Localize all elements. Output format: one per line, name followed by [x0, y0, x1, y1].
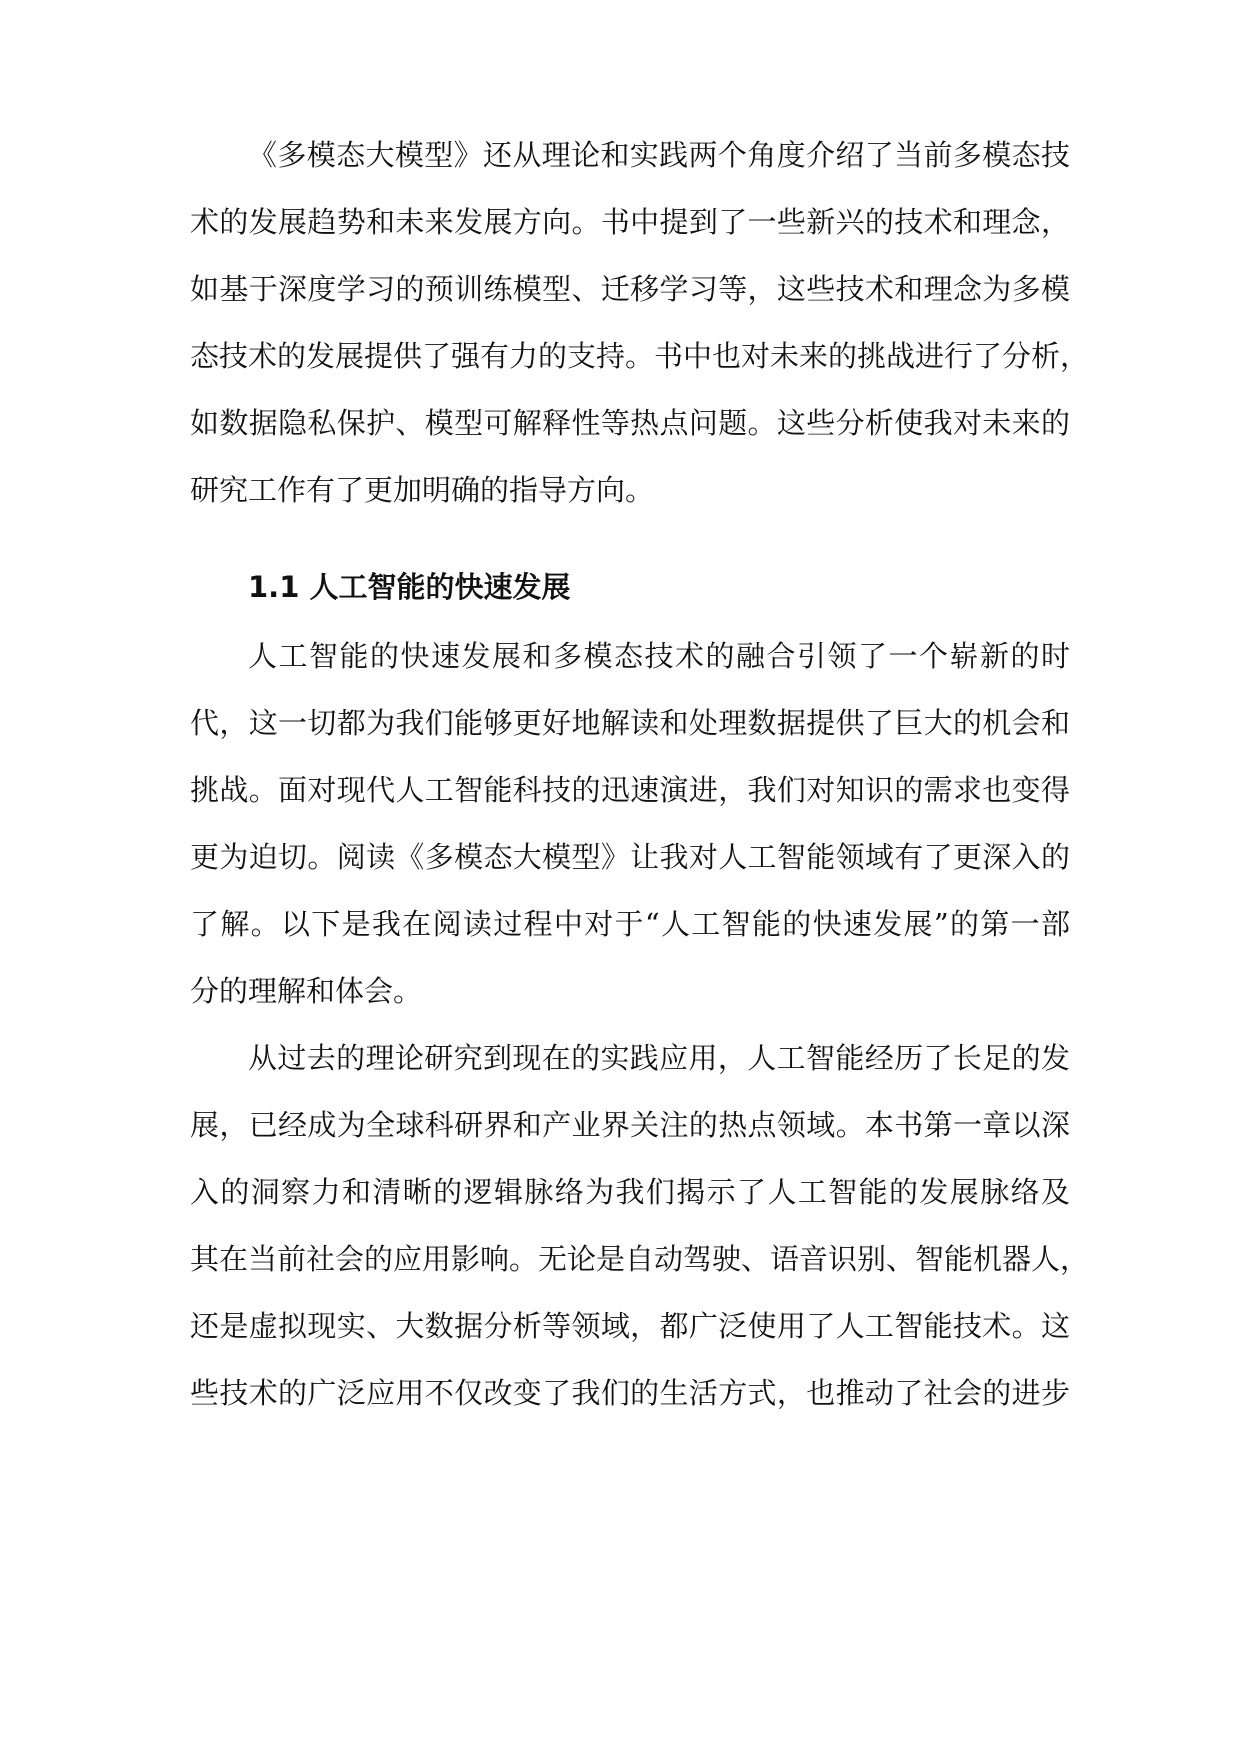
- paragraph-1-line-1: 《多模态大模型》还从理论和实践两个角度介绍了当前多模态技: [248, 138, 1070, 172]
- section-heading: 1.1 人工智能的快速发展: [248, 570, 571, 604]
- paragraph-2-line-2: 代，这一切都为我们能够更好地解读和处理数据提供了巨大的机会和: [190, 706, 1070, 740]
- paragraph-2-line-4: 更为迫切。阅读《多模态大模型》让我对人工智能领域有了更深入的: [190, 840, 1070, 874]
- paragraph-1-line-4: 态技术的发展提供了强有力的支持。书中也对未来的挑战进行了分析，: [190, 339, 1090, 373]
- paragraph-2-line-5: 了解。以下是我在阅读过程中对于“人工智能的快速发展”的第一部: [190, 907, 1070, 941]
- paragraph-3-line-5: 还是虚拟现实、大数据分析等领域，都广泛使用了人工智能技术。这: [190, 1309, 1070, 1343]
- paragraph-2-line-3: 挑战。面对现代人工智能科技的迅速演进，我们对知识的需求也变得: [190, 773, 1070, 807]
- paragraph-1-line-5: 如数据隐私保护、模型可解释性等热点问题。这些分析使我对未来的: [190, 406, 1070, 440]
- paragraph-3-line-6: 些技术的广泛应用不仅改变了我们的生活方式，也推动了社会的进步: [190, 1376, 1070, 1410]
- paragraph-3-line-2: 展，已经成为全球科研界和产业界关注的热点领域。本书第一章以深: [190, 1108, 1070, 1142]
- paragraph-3-line-4: 其在当前社会的应用影响。无论是自动驾驶、语音识别、智能机器人，: [190, 1242, 1090, 1276]
- paragraph-1-line-2: 术的发展趋势和未来发展方向。书中提到了一些新兴的技术和理念，: [190, 205, 1070, 239]
- paragraph-1-line-6: 研究工作有了更加明确的指导方向。: [190, 473, 655, 507]
- paragraph-2-line-1: 人工智能的快速发展和多模态技术的融合引领了一个崭新的时: [248, 639, 1070, 673]
- paragraph-3-line-3: 入的洞察力和清晰的逻辑脉络为我们揭示了人工智能的发展脉络及: [190, 1175, 1070, 1209]
- paragraph-2-line-6: 分的理解和体会。: [190, 974, 423, 1008]
- paragraph-1-line-3: 如基于深度学习的预训练模型、迁移学习等，这些技术和理念为多模: [190, 272, 1070, 306]
- paragraph-3-line-1: 从过去的理论研究到现在的实践应用，人工智能经历了长足的发: [248, 1041, 1070, 1075]
